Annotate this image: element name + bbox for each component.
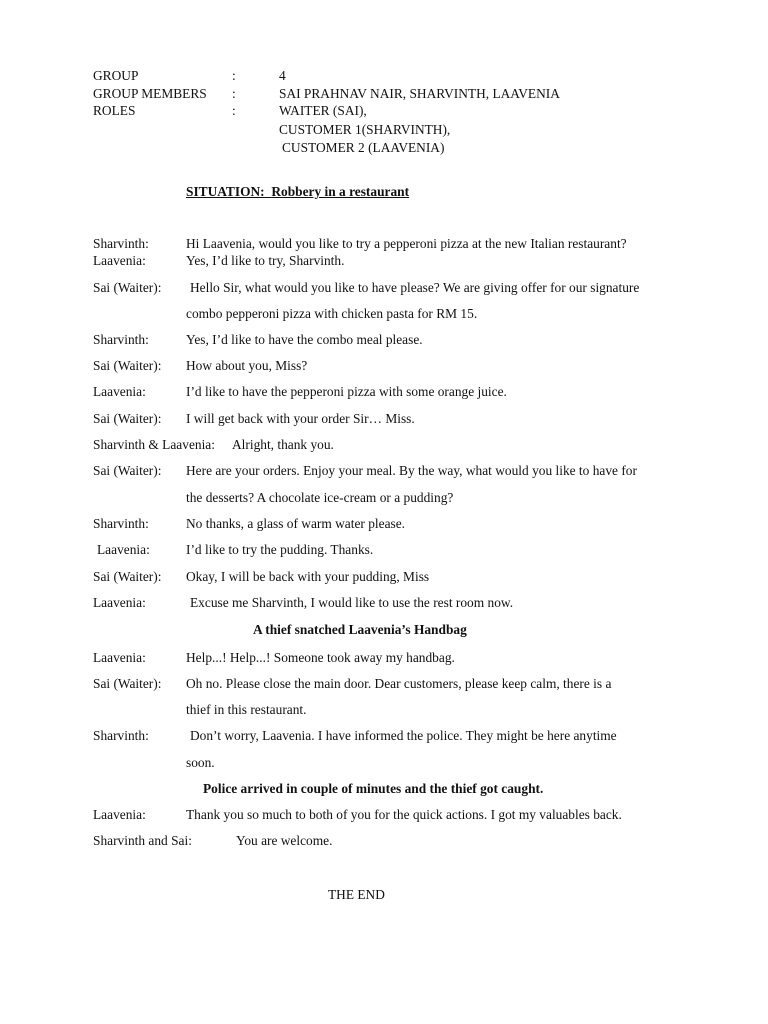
line: I’d like to try the pudding. Thanks.	[186, 542, 374, 557]
line: Yes, I’d like to try, Sharvinth.	[186, 253, 345, 268]
line: combo pepperoni pizza with chicken pasta for RM 15.	[186, 306, 478, 321]
line: Hi Laavenia, would you like to try a pepperoni pizza at the new Italian restaurant?	[186, 236, 627, 251]
header-roles-value: WAITER (SAI),	[279, 103, 367, 118]
line: Oh no. Please close the main door. Dear customers, please keep calm, there is a	[186, 676, 612, 691]
header-group-value: 4	[279, 68, 286, 83]
line: You are welcome.	[236, 833, 333, 848]
line: soon.	[186, 755, 215, 770]
scene-heading-police: Police arrived in couple of minutes and the thief got caught.	[203, 781, 544, 796]
speaker: Sai (Waiter):	[93, 280, 162, 295]
speaker: Sai (Waiter):	[93, 411, 162, 426]
situation-text: Robbery in a restaurant	[271, 184, 410, 199]
speaker: Laavenia:	[93, 650, 146, 665]
speaker: Sharvinth:	[93, 516, 149, 531]
speaker: Sharvinth and Sai:	[93, 833, 192, 848]
line: How about you, Miss?	[186, 358, 308, 373]
speaker: Sharvinth:	[93, 332, 149, 347]
header-group-label: GROUP	[93, 68, 139, 83]
line: the desserts? A chocolate ice-cream or a pudding?	[186, 490, 454, 505]
situation-label: SITUATION:	[186, 184, 265, 199]
header-members-sep: :	[232, 86, 236, 101]
line: Help...! Help...! Someone took away my handbag.	[186, 650, 455, 665]
speaker: Sharvinth:	[93, 728, 149, 743]
line: Hello Sir, what would you like to have please? We are giving offer for our signature	[190, 280, 640, 295]
speaker: Laavenia:	[93, 807, 146, 822]
header-members-value: SAI PRAHNAV NAIR, SHARVINTH, LAAVENIA	[279, 86, 560, 101]
speaker: Laavenia:	[93, 384, 146, 399]
line: Excuse me Sharvinth, I would like to use the rest room now.	[190, 595, 514, 610]
speaker: Sharvinth:	[93, 236, 149, 251]
speaker: Sai (Waiter):	[93, 358, 162, 373]
header-roles-cont-1: CUSTOMER 1(SHARVINTH),	[279, 122, 451, 137]
line: thief in this restaurant.	[186, 702, 307, 717]
speaker: Laavenia:	[93, 253, 146, 268]
line: Yes, I’d like to have the combo meal please.	[186, 332, 423, 347]
line: Here are your orders. Enjoy your meal. By the way, what would you like to have for	[186, 463, 637, 478]
speaker: Sai (Waiter):	[93, 676, 162, 691]
header-roles-cont-2: CUSTOMER 2 (LAAVENIA)	[282, 140, 445, 155]
header-roles-sep: :	[232, 103, 236, 118]
line: I will get back with your order Sir… Miss.	[186, 411, 415, 426]
line: Don’t worry, Laavenia. I have informed the police. They might be here anytime	[190, 728, 617, 743]
scene-heading-thief: A thief snatched Laavenia’s Handbag	[253, 622, 467, 637]
line: Thank you so much to both of you for the quick actions. I got my valuables back.	[186, 807, 622, 822]
speaker: Laavenia:	[93, 595, 146, 610]
header-group-sep: :	[232, 68, 236, 83]
header-roles-label: ROLES	[93, 103, 136, 118]
situation-heading	[186, 184, 409, 200]
the-end: THE END	[328, 887, 385, 902]
speaker: Laavenia:	[97, 542, 150, 557]
header-members-label: GROUP MEMBERS	[93, 86, 207, 101]
line: No thanks, a glass of warm water please.	[186, 516, 406, 531]
speaker: Sharvinth & Laavenia:	[93, 437, 215, 452]
line: I’d like to have the pepperoni pizza with some orange juice.	[186, 384, 507, 399]
line: Okay, I will be back with your pudding, Miss	[186, 569, 430, 584]
speaker: Sai (Waiter):	[93, 569, 162, 584]
line: Alright, thank you.	[232, 437, 334, 452]
speaker: Sai (Waiter):	[93, 463, 162, 478]
